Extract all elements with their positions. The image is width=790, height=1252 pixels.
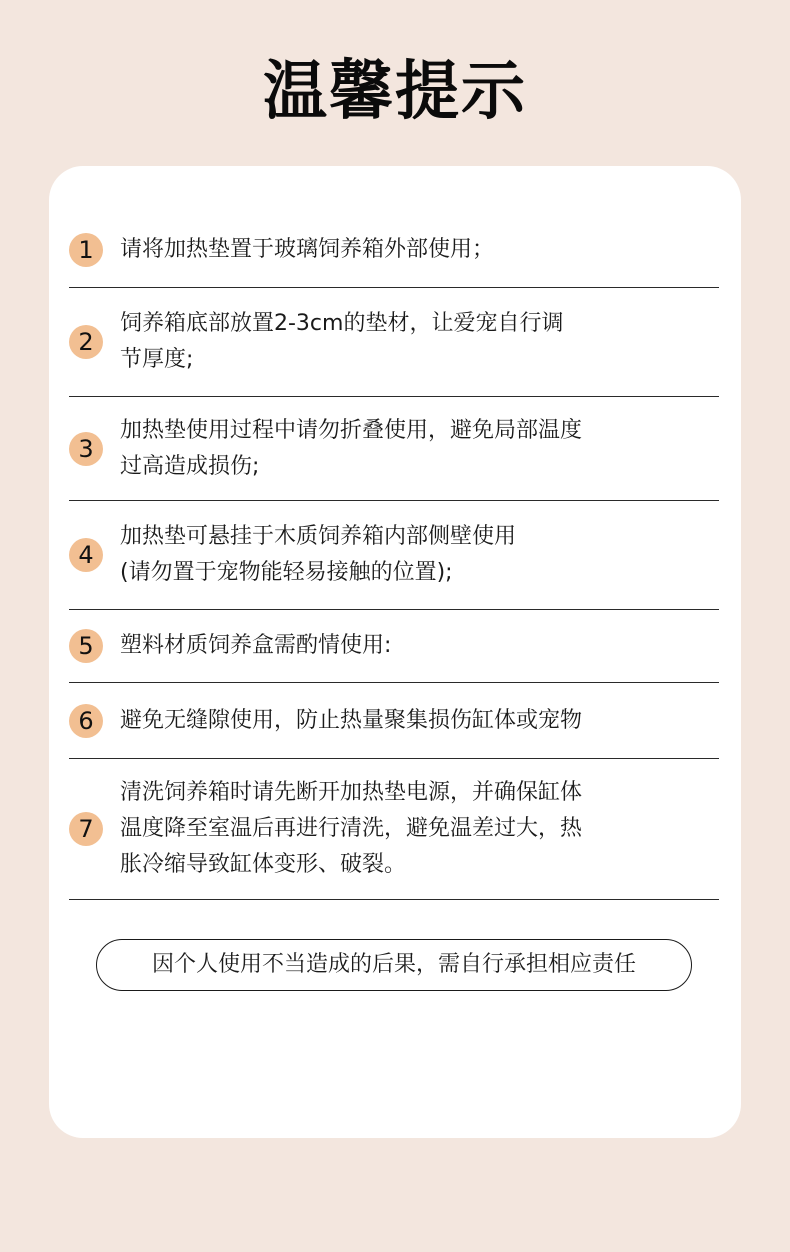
tip-item-3 <box>69 397 719 501</box>
tip-number-badge: 5 <box>69 629 103 663</box>
page-title: 温馨提示 <box>263 55 527 129</box>
tip-text: 塑料材质饲养盒需酌情使用: <box>120 633 392 658</box>
tip-item-2 <box>69 288 719 397</box>
tip-item-5 <box>69 610 719 683</box>
tip-number-badge: 2 <box>69 325 103 359</box>
tip-item-7 <box>69 759 719 900</box>
tip-item-4 <box>69 501 719 610</box>
tip-text: 加热垫可悬挂于木质饲养箱内部侧壁使用 (请勿置于宠物能轻易接触的位置); <box>120 524 517 585</box>
tip-text: 饲养箱底部放置2-3cm的垫材，让爱宠自行调 节厚度; <box>120 311 564 372</box>
tip-text: 避免无缝隙使用，防止热量聚集损伤缸体或宠物 <box>120 707 583 733</box>
disclaimer-badge: 因个人使用不当造成的后果，需自行承担相应责任 <box>96 939 692 991</box>
tip-number-badge: 3 <box>69 432 103 466</box>
tip-number-badge: 1 <box>69 233 103 267</box>
tip-item-1 <box>69 212 719 288</box>
tip-item-6 <box>69 683 719 759</box>
tip-number-badge: 4 <box>69 538 103 572</box>
tip-text: 请将加热垫置于玻璃饲养箱外部使用； <box>120 236 495 262</box>
tip-number-badge: 7 <box>69 812 103 846</box>
tip-text: 清洗饲养箱时请先断开加热垫电源，并确保缸体 温度降至室温后再进行清洗，避免温差过大，热 胀冷缩导致缸体变形、破裂。 <box>120 780 583 877</box>
tip-text: 加热垫使用过程中请勿折叠使用，避免局部温度 过高造成损伤; <box>120 417 583 479</box>
tip-number-badge: 6 <box>69 704 103 738</box>
tips-card <box>49 166 741 1138</box>
